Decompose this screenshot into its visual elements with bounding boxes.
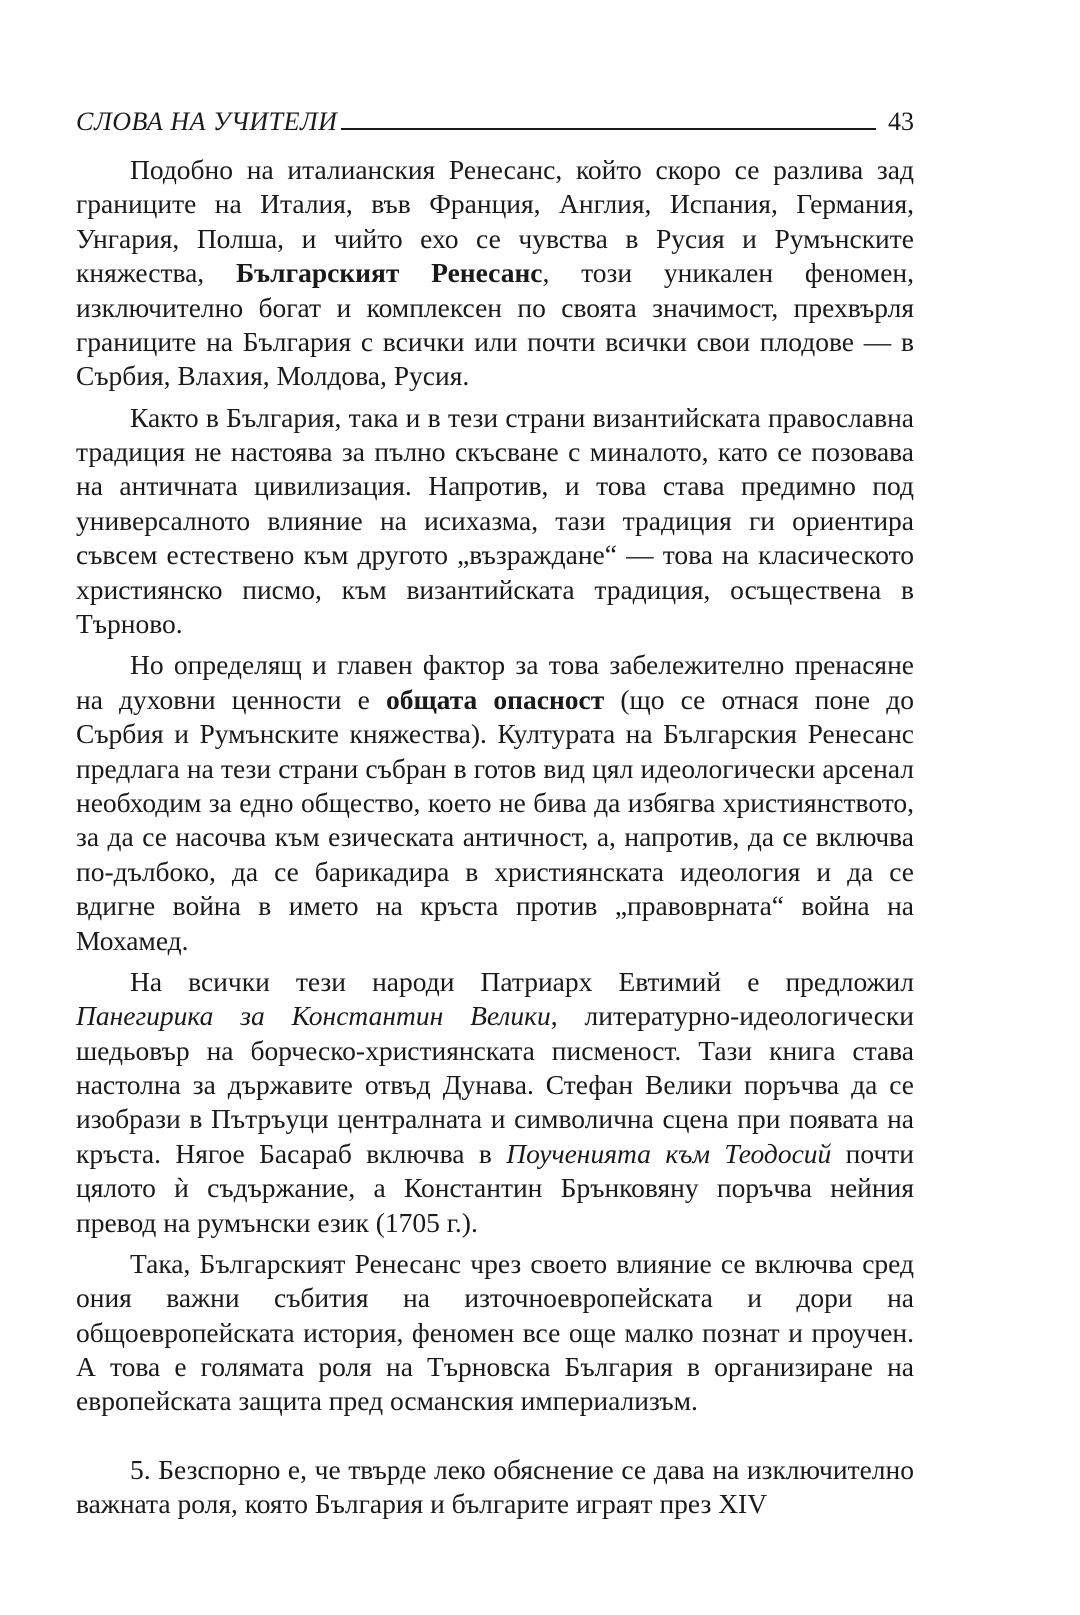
- paragraph-5-text: Така, Българският Ренесанс чрез своето влияние се включва сред ония важни събития на източноевропейската и дори на общоевропейската история, феномен все още малко познат и проучен. А това е голямата роля на Търновска България в организиране на европейската защита пред османския империализъм.: [76, 1247, 914, 1417]
- paragraph-4-title-teachings: Поученията към Теодосий: [506, 1137, 832, 1169]
- paragraph-2: [76, 401, 914, 642]
- paragraph-3: [76, 648, 914, 958]
- paragraph-2-text: Както в България, така и в тези страни византийската православна традиция не настоява за пълно скъсване с миналото, като се позовава на античната цивилизация. Напротив, и това става предимно под универсалното влияние на исихазма, тази традиция ги ориентира съвсем естествено към другото „възраждане“ — това на класическото християнско писмо, към византийската традиция, осъществена в Търново.: [76, 401, 914, 640]
- paragraph-4-text-c: , литературно-идеологически шедьовър на борческо-християнската писменост. Тази книга става настолна за държавите отвъд Дунава. Стефан Велики поръчва да се изобрази в Пътръуци централната и символичнa сцена при появата на кръста. Нягое Басараб включва в: [76, 1000, 915, 1169]
- paragraph-1-text-c: , този уникален феномен, изключително богат и комплексен по своята значимост, прехвърля границите на България с всички или почти всички свои плодове — в Сърбия, Влахия, Молдова, Русия.: [76, 257, 915, 392]
- header-rule: [341, 128, 876, 130]
- page-header: [76, 97, 914, 137]
- paragraph-6: [76, 1453, 914, 1522]
- running-title: СЛОВА НА УЧИТЕЛИ: [76, 107, 338, 136]
- body-text: [76, 153, 914, 1528]
- paragraph-3-text-a: Но определящ и главен фактор за това забележително пренасяне на духовни ценности е: [76, 649, 914, 715]
- paragraph-4-text-a: На всички тези народи Патриарх Евтимий е предложил: [130, 965, 914, 997]
- paragraph-1-emphasis: Българският Ренесанс: [235, 257, 543, 289]
- paragraph-4-text-e: почти цялото ѝ съдържание, а Константин Брънковяну поръчва нейния превод на румънски език (1705 г.).: [76, 1137, 915, 1238]
- paragraph-4-title-panegyric: Панегирика за Константин Велики: [76, 1000, 551, 1032]
- page-number: 43: [888, 107, 914, 136]
- paragraph-5: [76, 1247, 914, 1419]
- paragraph-3-text-c: (що се отнася поне до Сърбия и Румънските княжества). Културата на Българския Ренесанс предлага на тези страни събран в готов вид цял идеологически арсенал необходим за едно общество, което не бива да избягва християнството, за да се насочва към езическата античност, а, напротив, да се включва по-дълбоко, да се барикадира в християнската идеология и да се вдигне война в името на кръста против „правоврната“ война на Мохамед.: [76, 683, 914, 956]
- paragraph-1-text-a: Подобно на италианския Ренесанс, който скоро се разлива зад границите на Италия, във Франция, Англия, Испания, Германия, Унгария, Полша, и чийто ехо се чувства в Русия и Румънските княжества,: [76, 154, 914, 289]
- paragraph-3-emphasis: общата опасност: [385, 683, 605, 715]
- paragraph-1: [76, 153, 914, 394]
- paragraph-6-text: 5. Безспорно е, че твърде леко обяснение се дава на изключително важната роля, която България и българите играят през XIV: [76, 1453, 914, 1520]
- paragraph-4: [76, 965, 914, 1240]
